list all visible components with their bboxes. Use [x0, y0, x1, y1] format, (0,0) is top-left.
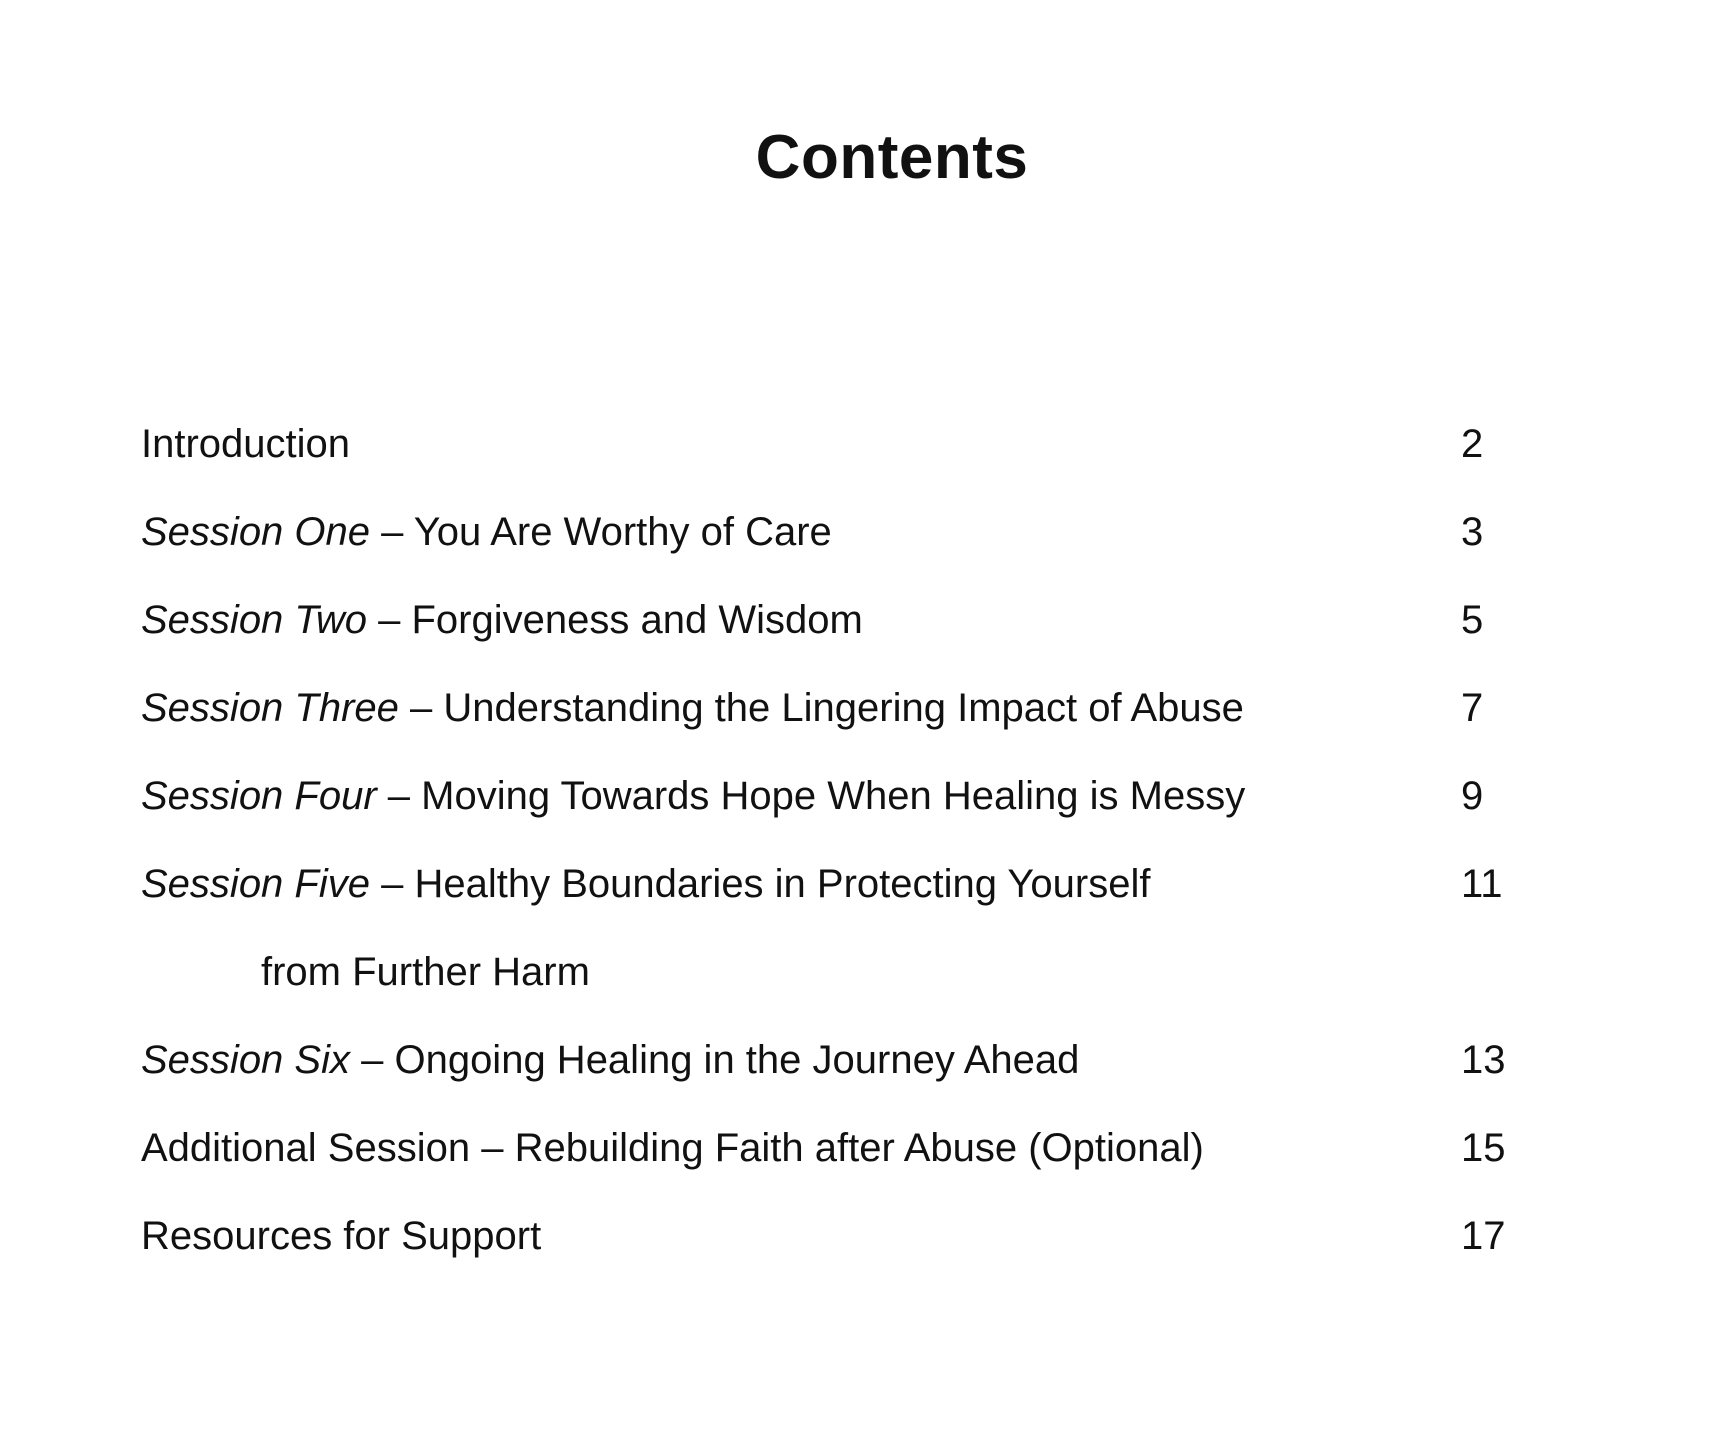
toc-entry-additional-session [141, 1104, 1521, 1192]
toc-entry-title [141, 1192, 541, 1280]
toc-entry-session-two [141, 576, 1521, 664]
toc-page-number: 17 [1461, 1214, 1506, 1258]
toc-entry-session-one [141, 488, 1521, 576]
toc-entry-text: – Moving Towards Hope When Healing is Messy [376, 774, 1246, 818]
toc-page-number: 2 [1461, 422, 1484, 466]
toc-entry-session-four [141, 752, 1521, 840]
toc-entry-title [141, 400, 350, 488]
toc-session-label: Session Five [141, 862, 370, 906]
toc-entry-title-continuation [261, 928, 590, 1016]
toc-session-label: Session Four [141, 774, 377, 818]
toc-entry-text: – Forgiveness and Wisdom [367, 598, 863, 642]
toc-entry-session-five-continued [141, 928, 1521, 1016]
toc-page-number: 7 [1461, 686, 1484, 730]
toc-entry-title [141, 1016, 1079, 1104]
toc-entry-text: Additional Session – Rebuilding Faith after Abuse (Optional) [141, 1126, 1204, 1170]
toc-session-label: Session Six [141, 1038, 350, 1082]
toc-entry-resources [141, 1192, 1521, 1280]
toc-page-number: 11 [1461, 862, 1503, 906]
toc-entry-text: – Understanding the Lingering Impact of Abuse [398, 686, 1244, 730]
toc-page-number: 13 [1461, 1038, 1506, 1082]
toc-page-number: 3 [1461, 510, 1484, 554]
toc-page-number: 9 [1461, 774, 1484, 818]
toc-entry-title [141, 840, 1150, 928]
toc-entry-session-five [141, 840, 1521, 928]
toc-session-label: Session Three [141, 686, 399, 730]
toc-page-number: 5 [1461, 598, 1484, 642]
toc-session-label: Session One [141, 510, 371, 554]
toc-entry-session-three [141, 664, 1521, 752]
page-title: Contents [755, 123, 1029, 192]
toc-entry-session-six [141, 1016, 1521, 1104]
toc-entry-title [141, 664, 1244, 752]
toc-session-label: Session Two [141, 598, 368, 642]
toc-entry-text: – You Are Worthy of Care [370, 510, 832, 554]
toc-entry-text: from Further Harm [261, 950, 590, 994]
toc-entry-title [141, 488, 832, 576]
toc-entry-title [141, 576, 863, 664]
toc-page-number: 15 [1461, 1126, 1506, 1170]
toc-entry-title [141, 1104, 1204, 1192]
toc-entry-text: Resources for Support [141, 1214, 542, 1258]
toc-entry-text: – Ongoing Healing in the Journey Ahead [349, 1038, 1080, 1082]
toc-entry-text: – Healthy Boundaries in Protecting Yourself [369, 862, 1151, 906]
toc-entry-text: Introduction [141, 422, 351, 466]
table-of-contents [141, 400, 1521, 1280]
toc-entry-introduction [141, 400, 1521, 488]
toc-entry-title [141, 752, 1245, 840]
